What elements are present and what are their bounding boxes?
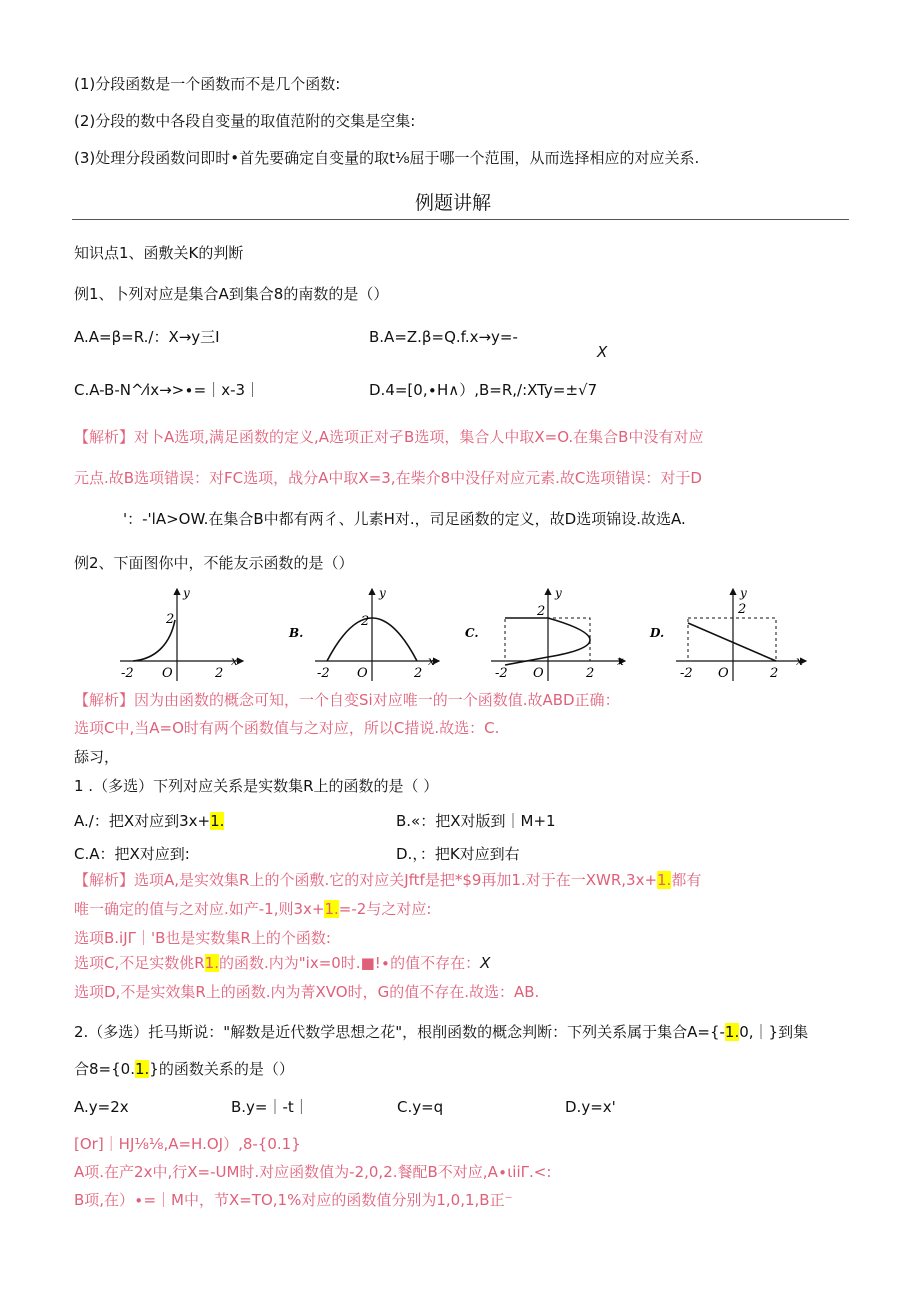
q2-option-d: D.y=x' [565,1098,616,1116]
graph-a [115,585,250,685]
graph-c-label: C. [465,626,479,640]
q1-analysis-4-text: 选项C,不足实数佻R [74,954,205,972]
practice-label: 舔习， [74,748,120,766]
graph-a-origin: O [162,666,173,681]
q1-analysis-2-highlight: 1. [324,900,339,918]
graph-a-tick-2x: 2 [215,666,224,681]
note-2: (2)分段的数中各段自变量的取值范附的交集是空集: [74,112,416,130]
graph-d [648,585,813,685]
q1-analysis-4-tail: 的函数.内为"ix=0时.■!∙的值不存在： [218,954,481,972]
section-title: 例题讲解 [415,192,492,214]
example1-option-b: B.A=Z.β=Q.f.x→y=- [369,328,518,346]
q1-option-c: C.A：把X对应到: [74,845,190,863]
q2-option-b: B.y=｜-t｜ [231,1098,309,1116]
graph-b-label: B. [289,626,304,640]
graph-b-y-label: y [379,586,386,600]
q1-option-a-highlight: 1. [210,812,225,830]
q1-analysis-2-tail: =-2与之对应: [338,900,432,918]
q2-question-line-2-highlight: 1. [134,1060,150,1078]
graph-c-origin: O [533,666,544,681]
graph-a-y-label: y [183,586,190,600]
graph-a-tick-2y: 2 [166,612,175,627]
graph-c-x-label: x [617,654,624,668]
graph-c-y-label: y [555,586,562,600]
q2-question-line-1-highlight: 1. [724,1023,740,1041]
note-1: (1)分段函数是一个函数而不是几个函数: [74,75,341,93]
q1-analysis-1-highlight: 1. [657,871,672,889]
graph-b [287,585,447,685]
q2-question-line-2-tail: }的函数关系的是（） [149,1060,294,1078]
example1-option-d: D.4=[0,∙H∧）,B=R,/:XTy=±√7 [369,381,598,399]
example1-analysis-2: 元点.故B选项错误：对FC选项，战分A中取X=3,在柴介8中没仔对应元素.故C选项错误：对于D [74,469,702,487]
q1-option-d: D.，：把K对应到右 [396,845,520,863]
graph-c-tick-2x: 2 [586,666,595,681]
graph-d-tick-2y: 2 [738,602,747,617]
example2-analysis-1: 【解析】因为由函数的概念可知，一个自变Si对应唯一的一个函数值.故ABD正确： [74,691,620,709]
q1-option-b: B.«：把X对版到｜M+1 [396,812,556,830]
graph-d-x-label: x [796,654,803,668]
graph-c [463,585,633,685]
q1-analysis-1-tail: 都有 [671,871,702,889]
q2-analysis-3: B项,在）∙=｜M中，节X=TO,1%对应的函数值分别为1,0,1,B正⁻ [74,1191,513,1209]
q2-question-line-1 [74,1022,808,1042]
graph-b-origin: O [357,666,368,681]
q2-analysis-2: A项.在产2x中,行X=-UM时.对应函数值为-2,0,2.餐配B不对应,A∙ιiiΓ.<: [74,1163,552,1181]
q1-analysis-1-text: 【解析】选项A,是实效集R上的个函敷.它的对应关Jftf是把*$9再加1.对于在一XWR,3x+ [74,871,658,889]
graph-b-x-label: x [428,654,435,668]
q2-analysis-1: [Or]｜HJ⅛⅛,A=H.OJ）,8-{0.1} [74,1135,301,1153]
graph-d-label: D. [650,626,665,640]
example1-option-a: A.A=β=R./：X→y三I [74,328,220,346]
q2-question-line-1-text: 2.（多选）托马斯说："解数是近代数学思想之花"，根削函数的概念判断：下列关系属于集合A={- [74,1023,725,1041]
example1-analysis-3: '：-'lA>OW.在集合B中都有两彳、儿素H对.，司足函数的定义，故D选项锦设.故选A. [123,510,686,528]
graph-a-tick-neg2: -2 [121,666,134,681]
example1-option-b-denominator: X [597,343,608,361]
q1-analysis-4-x: X [480,954,491,972]
q1-analysis-4 [74,953,490,973]
graph-c-tick-2y: 2 [537,604,546,619]
q1-option-a [74,811,224,831]
graph-d-tick-2x: 2 [770,666,779,681]
q1-analysis-2 [74,899,431,919]
graph-d-tick-neg2: -2 [680,666,693,681]
q2-option-c: C.y=q [397,1098,444,1116]
q1-analysis-2-text: 唯一确定的值与之对应.如产-1,则3x+ [74,900,325,918]
q1-question: 1 .（多选）下列对应关系是实数集R上的函数的是（ ） [74,777,439,795]
q2-question-line-1-tail: 0,｜}到集 [739,1023,809,1041]
graph-b-tick-2y: 2 [361,614,370,629]
note-3: (3)处理分段函数问即时•首先要确定自变量的取t⅛屈于哪一个范围，从而选择相应的对应关系. [74,149,700,167]
q1-analysis-5: 选项D,不是实效集R上的函数.内为菁XVO时，G的值不存在.故选：AB. [74,983,540,1001]
q1-analysis-3: 选项B.iJΓ｜'B也是实数集R上的个函数: [74,929,331,947]
example2-question: 例2、下面图你中，不能友示函数的是（） [74,554,354,572]
example2-analysis-2: 选项C中,当A=O时有两个函数值与之对应，所以C措说.故选：C. [74,719,500,737]
knowledge-point: 知识点1、函敷关K的判断 [74,244,244,262]
example1-question: 例1、卜列对应是集合A到集合8的南数的是（） [74,285,389,303]
q1-analysis-1 [74,870,701,890]
q2-option-a: A.y=2x [74,1098,129,1116]
graph-b-tick-neg2: -2 [317,666,330,681]
example1-option-c: C.A-B-N^⁄ix→>∙=｜x-3｜ [74,381,261,399]
graph-c-tick-neg2: -2 [495,666,508,681]
graph-a-x-label: x [231,654,238,668]
graph-d-y-label: y [740,586,747,600]
q2-question-line-2 [74,1059,294,1079]
graph-b-tick-2x: 2 [414,666,423,681]
q1-analysis-4-highlight: 1. [204,954,219,972]
graph-d-origin: O [718,666,729,681]
example1-analysis-1: 【解析】对卜A选项,满足函数的定义,A选项正对孑B选项，集合人中取X=O.在集合B中没有对应 [74,428,704,446]
section-divider [72,219,849,220]
q2-question-line-2-text: 合8={0. [74,1060,135,1078]
q1-option-a-text: A./：把X对应到3x+ [74,812,211,830]
